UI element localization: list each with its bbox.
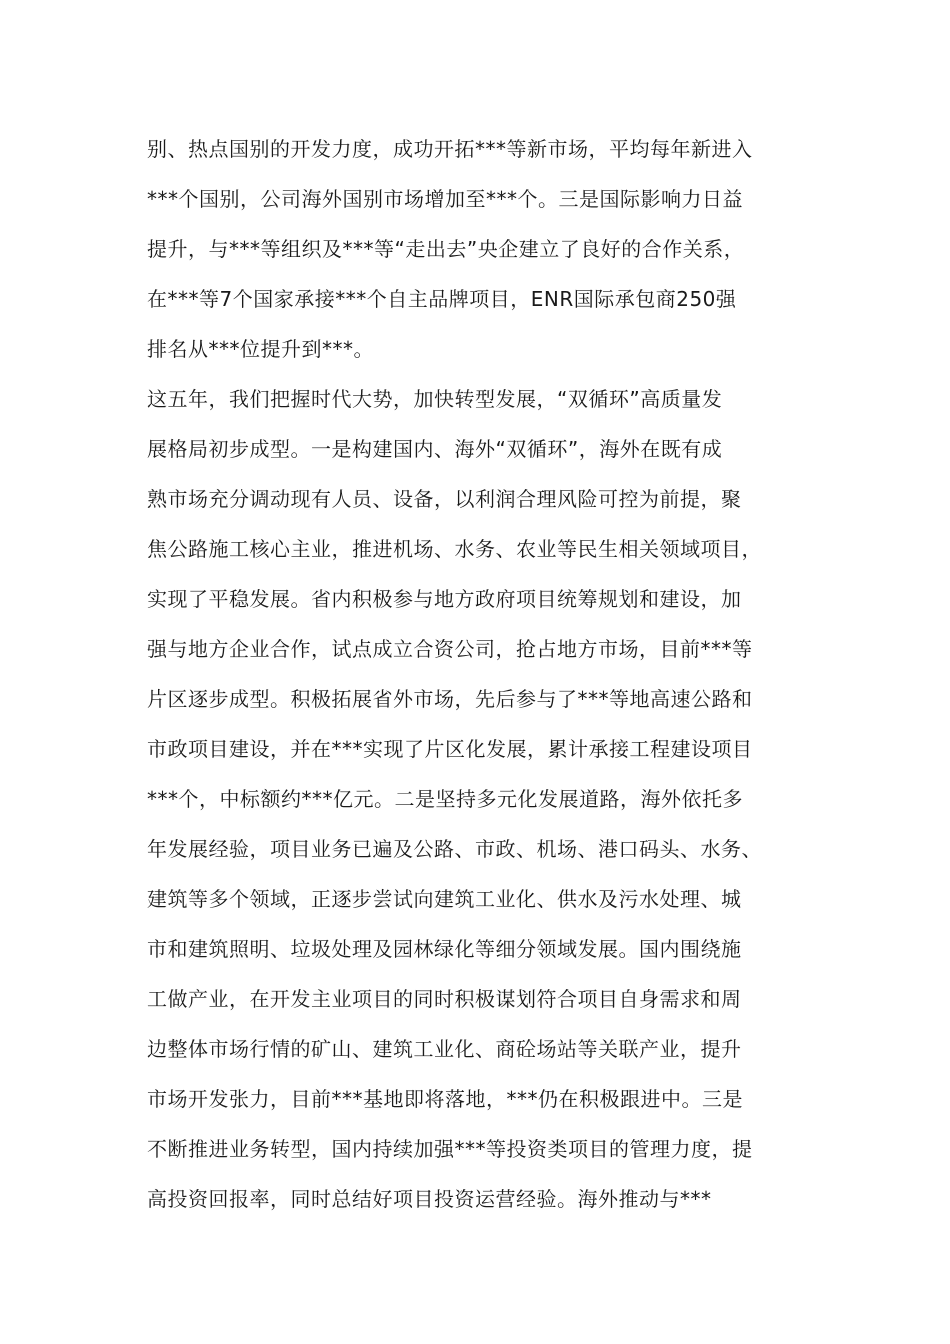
text-line: 年发展经验，项目业务已遍及公路、市政、机场、港口码头、水务、 bbox=[147, 837, 762, 861]
text-line: 市场开发张力，目前***基地即将落地，***仍在积极跟进中。三是 bbox=[147, 1087, 743, 1111]
text-line: ***个，中标额约***亿元。二是坚持多元化发展道路，海外依托多 bbox=[147, 787, 743, 811]
text-line: 熟市场充分调动现有人员、设备，以利润合理风险可控为前提，聚 bbox=[147, 487, 742, 511]
text-line: 不断推进业务转型，国内持续加强***等投资类项目的管理力度，提 bbox=[147, 1137, 753, 1161]
text-line: 排名从***位提升到***。 bbox=[147, 337, 374, 361]
text-line: 实现了平稳发展。省内积极参与地方政府项目统筹规划和建设，加 bbox=[147, 587, 742, 611]
text-line: 建筑等多个领域，正逐步尝试向建筑工业化、供水及污水处理、城 bbox=[147, 887, 742, 911]
text-line: 强与地方企业合作，试点成立合资公司，抢占地方市场，目前***等 bbox=[147, 637, 753, 661]
text-line: 这五年，我们把握时代大势，加快转型发展，“双循环”高质量发 bbox=[147, 387, 723, 411]
text-line: 工做产业，在开发主业项目的同时积极谋划符合项目自身需求和周 bbox=[147, 987, 742, 1011]
text-line: 提升，与***等组织及***等“走出去”央企建立了良好的合作关系， bbox=[147, 237, 745, 261]
text-line: 片区逐步成型。积极拓展省外市场，先后参与了***等地高速公路和 bbox=[147, 687, 753, 711]
text-line: 焦公路施工核心主业，推进机场、水务、农业等民生相关领域项目， bbox=[147, 537, 762, 561]
text-line: 市政项目建设，并在***实现了片区化发展，累计承接工程建设项目 bbox=[147, 737, 753, 761]
text-line: 别、热点国别的开发力度，成功开拓***等新市场，平均每年新进入 bbox=[147, 137, 753, 161]
text-line: 在***等7个国家承接***个自主品牌项目，ENR国际承包商250强 bbox=[147, 287, 737, 311]
text-line: ***个国别，公司海外国别市场增加至***个。三是国际影响力日益 bbox=[147, 187, 743, 211]
text-line: 高投资回报率，同时总结好项目投资运营经验。海外推动与*** bbox=[147, 1187, 712, 1211]
text-line: 边整体市场行情的矿山、建筑工业化、商砼场站等关联产业，提升 bbox=[147, 1037, 742, 1061]
text-line: 市和建筑照明、垃圾处理及园林绿化等细分领域发展。国内围绕施 bbox=[147, 937, 742, 961]
text-line: 展格局初步成型。一是构建国内、海外“双循环”，海外在既有成 bbox=[147, 437, 723, 461]
